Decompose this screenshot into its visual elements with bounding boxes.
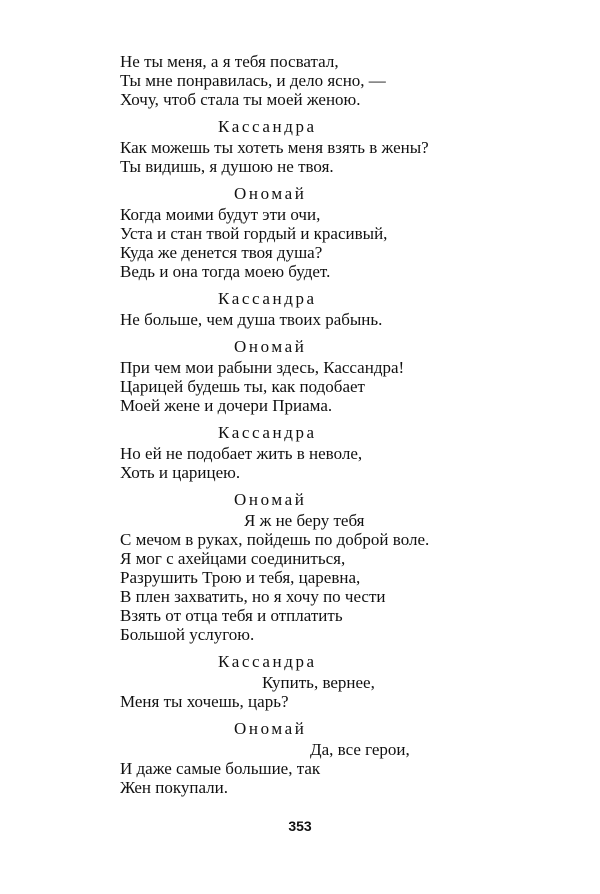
speaker-name: Кассандра [218,652,317,671]
verse-line: Большой услугою. [120,625,255,644]
verse-line: С мечом в руках, пойдешь по доброй воле. [120,530,430,549]
verse-line: Хочу, чтоб стала ты моей женою. [120,90,361,109]
verse-line: Ты мне понравилась, и дело ясно, — [120,71,386,90]
verse-line: Когда моими будут эти очи, [120,205,321,224]
verse-line: Как можешь ты хотеть меня взять в жены? [120,138,429,157]
verse-line-indented: Купить, вернее, [262,673,375,692]
verse-line-indented: Да, все герои, [310,740,410,759]
play-text [120,52,500,797]
verse-line: В плен захватить, но я хочу по чести [120,587,386,606]
verse-line: Куда же денется твоя душа? [120,243,323,262]
verse-line-indented: Я ж не беру тебя [244,511,365,530]
speaker-name: Кассандра [218,289,317,308]
speaker-name: Ономай [234,337,307,356]
speaker-name: Ономай [234,490,307,509]
verse-line: Ты видишь, я душою не твоя. [120,157,334,176]
speaker-name: Ономай [234,184,307,203]
verse-line: Я мог с ахейцами соединиться, [120,549,346,568]
verse-line: Не ты меня, а я тебя посватал, [120,52,339,71]
verse-line: Уста и стан твой гордый и красивый, [120,224,388,243]
page-number: 353 [288,818,312,834]
verse-line: Разрушить Трою и тебя, царевна, [120,568,361,587]
verse-line: Взять от отца тебя и отплатить [120,606,343,625]
speaker-name: Кассандра [218,423,317,442]
verse-line: Жен покупали. [120,778,229,797]
speaker-name: Ономай [234,719,307,738]
verse-line: Не больше, чем душа твоих рабынь. [120,310,383,329]
verse-line: Моей жене и дочери Приама. [120,396,333,415]
verse-line: И даже самые большие, так [120,759,321,778]
verse-line: Ведь и она тогда моею будет. [120,262,331,281]
verse-line: При чем мои рабыни здесь, Кассандра! [120,358,405,377]
verse-line: Хоть и царицею. [120,463,241,482]
speaker-name: Кассандра [218,117,317,136]
verse-line: Царицей будешь ты, как подобает [120,377,365,396]
verse-line: Но ей не подобает жить в неволе, [120,444,363,463]
verse-line: Меня ты хочешь, царь? [120,692,289,711]
